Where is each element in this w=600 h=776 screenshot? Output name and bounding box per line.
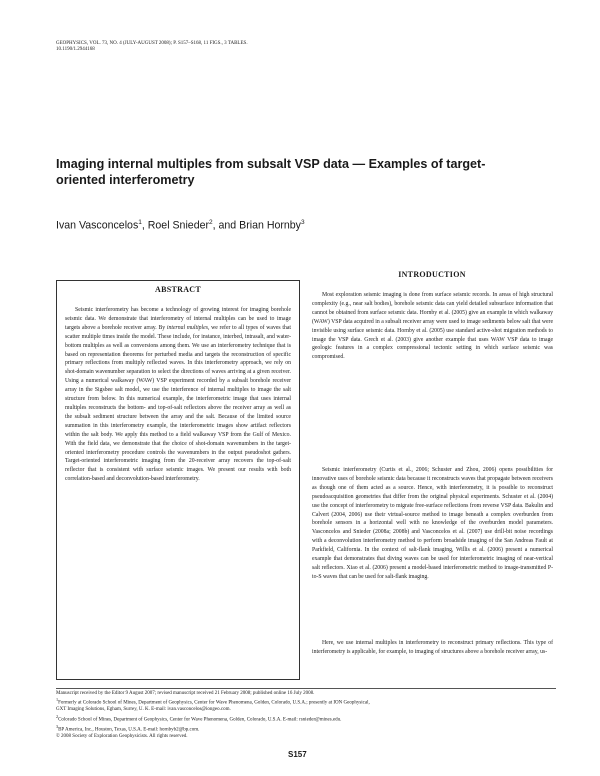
author-affiliation-mark: 1 <box>138 219 142 226</box>
page-number: S157 <box>288 750 307 759</box>
abstract-text-part: , we refer to all types of waves that scatter multiple times inside the model. These include, for instance, interbed, intrasalt, and water-bottom multiples as well as conversions among them. We use an interferometry technique that is based on representation theorems for perturbed media and targets the reconstruction of specific primary reflections from multiply reflected waves. In this interferometry approach, we rely on shot-domain wavenumber separation to select the directions of waves arriving at a given receiver. Using a numerical walkaway (WAW) VSP experiment recorded by a subsalt borehole receiver array in the Sigsbee salt model, we use the interference of internal multiples to image the salt structure from below. In this numerical example, the interferometric image that uses internal multiples reconstructs the bottom- and top-of-salt reflectors above the receiver array as well as the subsalt sediment structure between the array and the salt. Because of the limited source summation in this interferometry example, the interferometric images show artifact reflectors within the salt body. We apply this method to a field walkaway VSP from the Gulf of Mexico. With the field data, we demonstrate that the choice of shot-domain wavenumbers in the target-oriented interferometry procedure controls the wavenumbers in the output pseudoshot gathers. Target-oriented interferometric imaging from the 20-receiver array recovers the top-of-salt reflector that is consistent with surface seismic images. We present our results with both correlation-based and deconvolution-based interferometry. <box>65 324 291 483</box>
abstract-italic-term: internal multiples <box>166 324 208 331</box>
footnotes <box>56 688 556 740</box>
doi: 10.1190/1.2944168 <box>56 47 95 53</box>
footnote-mark: 2 <box>56 713 59 719</box>
author-list <box>56 219 305 232</box>
footnote-3 <box>56 724 556 734</box>
journal-citation: GEOPHYSICS, VOL. 73, NO. 4 (JULY-AUGUST 2008); P. S157–S168, 11 FIGS., 3 TABLES. <box>56 41 248 46</box>
footnote-text: Formerly at Colorado School of Mines, Department of Geophysics, Center for Wave Phenomena, Golden, Colorado, U.S.A.; presently at ION Geophysical, <box>58 701 370 706</box>
footnote-mark: 1 <box>56 697 59 703</box>
introduction-paragraph: Seismic interferometry (Curtis et al., 2006; Schuster and Zhou, 2006) opens possibilities for innovative uses of borehole seismic data because it reconstructs waves that propagate between receivers as though one of them acted as a source. Hence, with interferometry, it is possible to reconstruct pseudoacquisition geometries that differ from the original physical experiments. Schuster et al. (2004) use the concept of interferometry to migrate free-surface reflections from reverse VSP data. Bakulin and Calvert (2004, 2006) use their virtual-source method to image beneath a complex overburden from borehole sensors in a horizontal well with no knowledge of the overburden model parameters. Vasconcelos and Snieder (2008a; 2008b) and Vasconcelos et al. (2007) use drill-bit noise recordings with a deconvolution interferometry method to perform broadside imaging of the San Andreas Fault at Parkfield, California. In the context of salt-flank imaging, Willis et al. (2006) present a numerical example that demonstrates that diving waves can be used for interferometric imaging of near-vertical salt reflectors. Xiao et al. (2006) present a model-based interferometric method to image-transmitted P-to-S waves that can be used for salt-flank imaging. <box>312 467 553 580</box>
abstract-text-part: Seismic interferometry has become a technology of growing interest for imaging borehole seismic data. We demonstrate that interferometry of internal multiples can be used to image targets above a borehole receiver array. By <box>65 307 291 331</box>
article-title: Imaging internal multiples from subsalt VSP data — Examples of target-oriented interferometry <box>56 157 486 187</box>
abstract-text <box>65 306 291 484</box>
author-affiliation-mark: 3 <box>300 219 305 226</box>
author-affiliation-mark: 2 <box>209 219 213 226</box>
footnote-text: Colorado School of Mines, Department of Geophysics, Center for Wave Phenomena, Golden, Colorado, U.S.A. E-mail: rsnieder@mines.edu. <box>58 717 342 723</box>
journal-header <box>56 41 476 54</box>
author-name: Brian Hornby <box>239 219 301 232</box>
footnote-2 <box>56 714 556 724</box>
author-separator: , and <box>212 219 240 232</box>
footnote-mark: 3 <box>56 723 59 729</box>
author-name: Roel Snieder <box>147 219 210 232</box>
abstract-heading: ABSTRACT <box>155 285 201 294</box>
introduction-paragraph: Most exploration seismic imaging is done from surface seismic records. In areas of high structural complexity (e.g., near salt bodies), borehole seismic data can yield detailed subsurface information that cannot be obtained from surface seismic data. Hornby et al. (2005) give an example in which walkaway (WAW) VSP data acquired in a subsalt receiver array were used to image sediments below salt that were invisible using surface seismic data. Hornby et al. (2005) use standard active-shot migration methods to image the VSP data. Grech et al. (2003) give another example that uses WAW VSP data to image geologic features in a complex compressional tectonic setting in which surface seismic was compromised. <box>312 292 553 361</box>
introduction-heading: INTRODUCTION <box>398 270 466 279</box>
manuscript-received: Manuscript received by the Editor 9 August 2007; revised manuscript received 21 February 2008; published online 16 July 2008. <box>56 691 315 696</box>
author-name: Ivan Vasconcelos <box>56 219 139 232</box>
footnote-text: BP America, Inc., Houston, Texas, U.S.A. E-mail: hornbyb2@bp.com. <box>58 727 200 733</box>
abstract-box <box>56 280 300 680</box>
footnote-1 <box>56 697 556 707</box>
author-separator: , <box>141 219 148 232</box>
copyright: © 2008 Society of Exploration Geophysicists. All rights reserved. <box>56 733 188 739</box>
footnote-1-continued: GXT Imaging Solutions, Egham, Surrey, U. K. E-mail: ivan.vasconcelos@iongeo.com. <box>56 707 231 713</box>
introduction-paragraph: Here, we use internal multiples in interferometry to reconstruct primary reflections. This type of interferometry is applicable, for example, to imaging of structures above a borehole receiver array, us- <box>312 640 553 655</box>
